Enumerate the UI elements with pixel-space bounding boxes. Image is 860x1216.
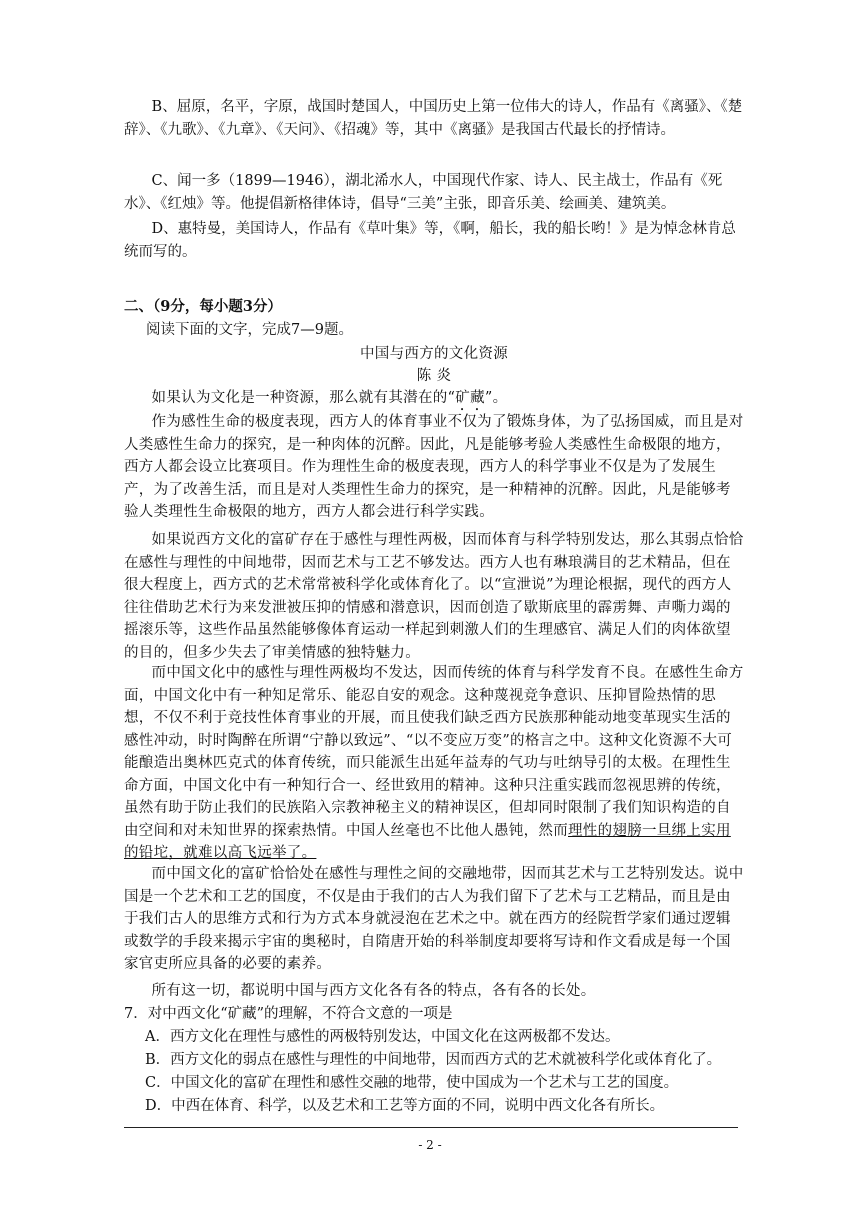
article-paragraph-2: 作为感性生命的极度表现，西方人的体育事业不仅为了锻炼身体，为了弘扬国威，而且是对人类感性生命力的探究，是一种肉体的沉醉。因此，凡是能够考验人类感性生命极限的地方，西方人都会设立比赛项目。作为理性生命的极度表现，西方人的科学事业不仅是为了发展生产，为了改善生活，而且是对人类理性生命力的探究，是一种精神的沉醉。因此，凡是能够考验人类理性生命极限的地方，西方人都会进行科学实践。 bbox=[124, 414, 744, 520]
article-paragraph-5: 而中国文化的富矿恰恰处在感性与理性之间的交融地带，因而其艺术与工艺特别发达。说中国是一个艺术和工艺的国度，不仅是由于我们的古人为我们留下了艺术与工艺精品，而且是由于我们古人的思维方式和行为方式本身就浸泡在艺术之中。就在西方的经院哲学家们通过逻辑或数学的手段来揭示宇宙的奥秘时，自隋唐开始的科举制度却要将写诗和作文看成是每一个国家官吏所应具备的必要的素养。 bbox=[124, 866, 744, 972]
paragraph-1-text: 如果认为文化是一种资源，那么就有其潜在的“ bbox=[151, 390, 456, 406]
paragraph-4-text: 而中国文化中的感性与理性两极均不发达，因而传统的体育与科学发育不良。在感性生命方面，中国文化中有一种知足常乐、能忍自安的观念。这种蔑视竞争意识、压抑冒险热情的思想，不仅不利于竞技性体育事业的开展，而且使我们缺乏西方民族那种能动地变革现实生活的感性冲动，时时陶醉在所谓“宁静以致远”、“以不变应万变”的格言之中。这种文化资源不大可能酿造出奥林匹克式的体育传统，而只能派生出延年益寿的气功与吐纳导引的太极。在理性生命方面，中国文化中有一种知行合一、经世致用的精神。这种只注重实践而忽视思辨的传统，虽然有助于防止我们的民族陷入宗教神秘主义的精神误区，但却同时限制了我们知识构造的自由空间和对未知世界的探索热情。中国人丝毫也不比他人愚钝，然而 bbox=[124, 665, 744, 839]
option-d-paragraph: D、惠特曼，美国诗人，作品有《草叶集》等，《啊，船长，我的船长哟！》是为悼念林肯总统而写的。 bbox=[124, 221, 736, 260]
emphasized-word: 矿藏 bbox=[455, 390, 485, 406]
article-paragraph-4 bbox=[124, 662, 744, 865]
article-paragraph-3: 如果说西方文化的富矿存在于感性与理性两极，因而体育与科学特别发达，那么其弱点恰恰在感性与理性的中间地带，因而艺术与工艺不够发达。西方人也有琳琅满目的艺术精品，但在很大程度上，西方式的艺术常常被科学化或体育化了。以“宣泄说”为理论根据，现代的西方人往往借助艺术行为来发泄被压抑的情感和潜意识，因而创造了歇斯底里的霹雳舞、声嘶力竭的摇滚乐等，这些作品虽然能够像体育运动一样起到刺激人们的生理感官、满足人们的肉体欲望的目的，但多少失去了审美情感的独特魅力。 bbox=[124, 532, 744, 661]
option-b-paragraph: B、屈原，名平，字原，战国时楚国人，中国历史上第一位伟大的诗人，作品有《离骚》、《楚辞》、《九歌》、《九章》、《天问》、《招魂》等，其中《离骚》是我国古代最长的抒情诗。 bbox=[124, 99, 743, 138]
article-author: 陈 炎 bbox=[416, 368, 452, 384]
footer-rule bbox=[124, 1127, 738, 1128]
article-paragraph-1 bbox=[124, 387, 744, 414]
question-7-option-a: A．西方文化在理性与感性的两极特别发达，中国文化在这两极都不发达。 bbox=[145, 1029, 620, 1045]
question-7-option-c: C．中国文化的富矿在理性和感性交融的地带，使中国成为一个艺术与工艺的国度。 bbox=[145, 1075, 679, 1091]
option-c-paragraph: C、闻一多（1899—1946），湖北浠水人，中国现代作家、诗人、民主战士，作品有《死水》、《红烛》等。他提倡新格律体诗，倡导“三美”主张，即音乐美、绘画美、建筑美。 bbox=[124, 173, 723, 212]
paragraph-1-end: ”。 bbox=[484, 390, 508, 406]
article-paragraph-6: 所有这一切，都说明中国与西方文化各有各的特点，各有各的长处。 bbox=[151, 983, 596, 999]
underlined-sentence: 理性的翅膀一旦绑上实用的铅坨，就难以高飞远举了。 bbox=[124, 822, 731, 861]
page-number: - 2 - bbox=[418, 1138, 442, 1152]
question-7-option-d: D．中西在体育、科学，以及艺术和工艺等方面的不同，说明中西文化各有所长。 bbox=[145, 1098, 665, 1114]
question-7-stem: 7．对中西文化“矿藏”的理解，不符合文意的一项是 bbox=[124, 1006, 453, 1022]
question-7-option-b: B．西方文化的弱点在感性与理性的中间地带，因而西方式的艺术就被科学化或体育化了。 bbox=[145, 1052, 722, 1068]
section-heading: 二、（9分，每小题3分） bbox=[124, 298, 282, 315]
section-instruction: 阅读下面的文字，完成7—9题。 bbox=[146, 322, 353, 338]
article-title: 中国与西方的文化资源 bbox=[360, 346, 508, 362]
